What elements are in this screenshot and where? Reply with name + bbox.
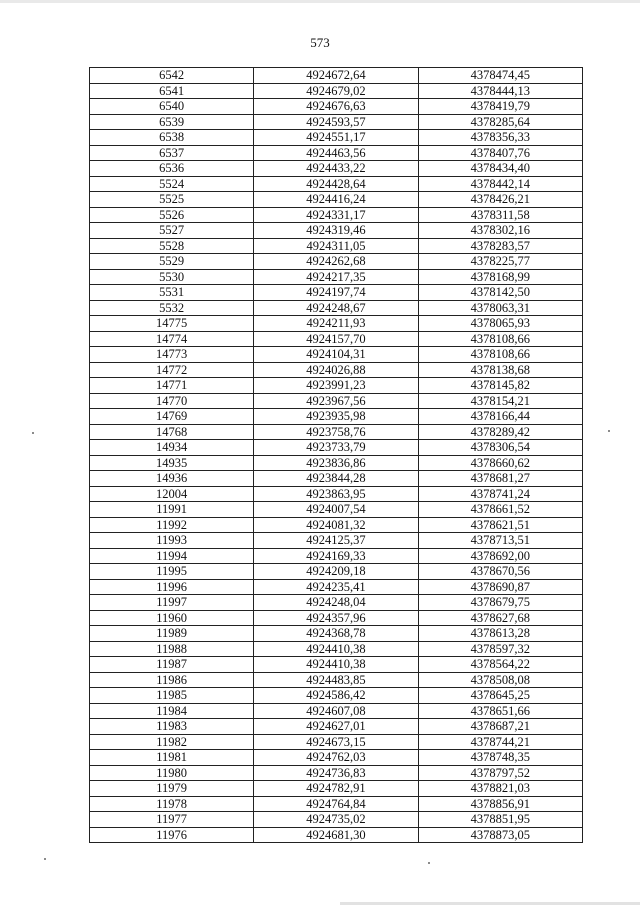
x-coordinate-cell: 4924551,17 — [254, 130, 418, 146]
table-row — [90, 114, 583, 130]
point-number-cell: 11989 — [90, 626, 254, 642]
point-number-cell: 14936 — [90, 471, 254, 487]
table-row — [90, 145, 583, 161]
point-number-cell: 5524 — [90, 176, 254, 192]
table-row — [90, 176, 583, 192]
point-number-cell: 6539 — [90, 114, 254, 130]
table-row — [90, 781, 583, 797]
table-row — [90, 657, 583, 673]
y-coordinate-cell: 4378311,58 — [418, 207, 582, 223]
point-number-cell: 11983 — [90, 719, 254, 735]
y-coordinate-cell: 4378627,68 — [418, 610, 582, 626]
x-coordinate-cell: 4924764,84 — [254, 796, 418, 812]
y-coordinate-cell: 4378474,45 — [418, 68, 582, 84]
y-coordinate-cell: 4378285,64 — [418, 114, 582, 130]
table-row — [90, 548, 583, 564]
y-coordinate-cell: 4378690,87 — [418, 579, 582, 595]
table-row — [90, 440, 583, 456]
point-number-cell: 11985 — [90, 688, 254, 704]
y-coordinate-cell: 4378145,82 — [418, 378, 582, 394]
x-coordinate-cell: 4924607,08 — [254, 703, 418, 719]
table-row — [90, 564, 583, 580]
y-coordinate-cell: 4378306,54 — [418, 440, 582, 456]
table-row — [90, 533, 583, 549]
point-number-cell: 14768 — [90, 424, 254, 440]
point-number-cell: 11991 — [90, 502, 254, 518]
point-number-cell: 14769 — [90, 409, 254, 425]
point-number-cell: 11993 — [90, 533, 254, 549]
y-coordinate-cell: 4378564,22 — [418, 657, 582, 673]
x-coordinate-cell: 4923863,95 — [254, 486, 418, 502]
table-row — [90, 130, 583, 146]
point-number-cell: 6542 — [90, 68, 254, 84]
point-number-cell: 5530 — [90, 269, 254, 285]
table-row — [90, 455, 583, 471]
point-number-cell: 14772 — [90, 362, 254, 378]
y-coordinate-cell: 4378687,21 — [418, 719, 582, 735]
x-coordinate-cell: 4923836,86 — [254, 455, 418, 471]
x-coordinate-cell: 4924311,05 — [254, 238, 418, 254]
point-number-cell: 5531 — [90, 285, 254, 301]
table-row — [90, 238, 583, 254]
point-number-cell: 11994 — [90, 548, 254, 564]
point-number-cell: 14771 — [90, 378, 254, 394]
table-row — [90, 765, 583, 781]
x-coordinate-cell: 4924673,15 — [254, 734, 418, 750]
table-row — [90, 378, 583, 394]
x-coordinate-cell: 4924235,41 — [254, 579, 418, 595]
point-number-cell: 6538 — [90, 130, 254, 146]
x-coordinate-cell: 4924410,38 — [254, 657, 418, 673]
point-number-cell: 11960 — [90, 610, 254, 626]
table-row — [90, 626, 583, 642]
y-coordinate-cell: 4378670,56 — [418, 564, 582, 580]
y-coordinate-cell: 4378681,27 — [418, 471, 582, 487]
point-number-cell: 11996 — [90, 579, 254, 595]
point-number-cell: 11978 — [90, 796, 254, 812]
point-number-cell: 6540 — [90, 99, 254, 115]
point-number-cell: 11997 — [90, 595, 254, 611]
y-coordinate-cell: 4378748,35 — [418, 750, 582, 766]
y-coordinate-cell: 4378741,24 — [418, 486, 582, 502]
y-coordinate-cell: 4378434,40 — [418, 161, 582, 177]
point-number-cell: 5526 — [90, 207, 254, 223]
x-coordinate-cell: 4923991,23 — [254, 378, 418, 394]
x-coordinate-cell: 4924676,63 — [254, 99, 418, 115]
point-number-cell: 5529 — [90, 254, 254, 270]
x-coordinate-cell: 4924248,04 — [254, 595, 418, 611]
x-coordinate-cell: 4924169,33 — [254, 548, 418, 564]
x-coordinate-cell: 4923844,28 — [254, 471, 418, 487]
y-coordinate-cell: 4378661,52 — [418, 502, 582, 518]
table-row — [90, 409, 583, 425]
y-coordinate-cell: 4378166,44 — [418, 409, 582, 425]
point-number-cell: 11982 — [90, 734, 254, 750]
table-row — [90, 688, 583, 704]
y-coordinate-cell: 4378302,16 — [418, 223, 582, 239]
point-number-cell: 14770 — [90, 393, 254, 409]
y-coordinate-cell: 4378419,79 — [418, 99, 582, 115]
x-coordinate-cell: 4923758,76 — [254, 424, 418, 440]
x-coordinate-cell: 4924679,02 — [254, 83, 418, 99]
table-row — [90, 207, 583, 223]
table-row — [90, 486, 583, 502]
table-row — [90, 161, 583, 177]
y-coordinate-cell: 4378713,51 — [418, 533, 582, 549]
x-coordinate-cell: 4924586,42 — [254, 688, 418, 704]
x-coordinate-cell: 4924368,78 — [254, 626, 418, 642]
table-row — [90, 300, 583, 316]
x-coordinate-cell: 4924410,38 — [254, 641, 418, 657]
y-coordinate-cell: 4378168,99 — [418, 269, 582, 285]
y-coordinate-cell: 4378225,77 — [418, 254, 582, 270]
x-coordinate-cell: 4924209,18 — [254, 564, 418, 580]
y-coordinate-cell: 4378444,13 — [418, 83, 582, 99]
y-coordinate-cell: 4378851,95 — [418, 812, 582, 828]
table-row — [90, 254, 583, 270]
table-row — [90, 331, 583, 347]
point-number-cell: 11976 — [90, 827, 254, 843]
x-coordinate-cell: 4924217,35 — [254, 269, 418, 285]
point-number-cell: 6537 — [90, 145, 254, 161]
x-coordinate-cell: 4924672,64 — [254, 68, 418, 84]
point-number-cell: 11988 — [90, 641, 254, 657]
point-number-cell: 5527 — [90, 223, 254, 239]
y-coordinate-cell: 4378856,91 — [418, 796, 582, 812]
coordinates-table-body — [90, 68, 583, 843]
table-row — [90, 347, 583, 363]
x-coordinate-cell: 4924211,93 — [254, 316, 418, 332]
x-coordinate-cell: 4924463,56 — [254, 145, 418, 161]
table-row — [90, 595, 583, 611]
x-coordinate-cell: 4924262,68 — [254, 254, 418, 270]
coordinates-table — [89, 67, 583, 843]
x-coordinate-cell: 4923935,98 — [254, 409, 418, 425]
point-number-cell: 12004 — [90, 486, 254, 502]
y-coordinate-cell: 4378797,52 — [418, 765, 582, 781]
table-row — [90, 579, 583, 595]
point-number-cell: 11987 — [90, 657, 254, 673]
x-coordinate-cell: 4924026,88 — [254, 362, 418, 378]
point-number-cell: 14934 — [90, 440, 254, 456]
y-coordinate-cell: 4378679,75 — [418, 595, 582, 611]
point-number-cell: 11980 — [90, 765, 254, 781]
table-row — [90, 68, 583, 84]
table-row — [90, 285, 583, 301]
y-coordinate-cell: 4378142,50 — [418, 285, 582, 301]
x-coordinate-cell: 4924104,31 — [254, 347, 418, 363]
point-number-cell: 5532 — [90, 300, 254, 316]
y-coordinate-cell: 4378660,62 — [418, 455, 582, 471]
x-coordinate-cell: 4924007,54 — [254, 502, 418, 518]
point-number-cell: 14774 — [90, 331, 254, 347]
table-row — [90, 703, 583, 719]
x-coordinate-cell: 4924782,91 — [254, 781, 418, 797]
y-coordinate-cell: 4378426,21 — [418, 192, 582, 208]
y-coordinate-cell: 4378645,25 — [418, 688, 582, 704]
x-coordinate-cell: 4924319,46 — [254, 223, 418, 239]
x-coordinate-cell: 4924762,03 — [254, 750, 418, 766]
table-row — [90, 393, 583, 409]
point-number-cell: 5525 — [90, 192, 254, 208]
scan-top-edge — [0, 0, 640, 3]
point-number-cell: 14775 — [90, 316, 254, 332]
point-number-cell: 11979 — [90, 781, 254, 797]
point-number-cell: 6536 — [90, 161, 254, 177]
x-coordinate-cell: 4924157,70 — [254, 331, 418, 347]
y-coordinate-cell: 4378065,93 — [418, 316, 582, 332]
table-row — [90, 424, 583, 440]
point-number-cell: 6541 — [90, 83, 254, 99]
x-coordinate-cell: 4924357,96 — [254, 610, 418, 626]
table-row — [90, 750, 583, 766]
y-coordinate-cell: 4378283,57 — [418, 238, 582, 254]
x-coordinate-cell: 4924428,64 — [254, 176, 418, 192]
y-coordinate-cell: 4378613,28 — [418, 626, 582, 642]
x-coordinate-cell: 4924331,17 — [254, 207, 418, 223]
table-row — [90, 316, 583, 332]
x-coordinate-cell: 4924416,24 — [254, 192, 418, 208]
page-number: 573 — [310, 35, 330, 50]
x-coordinate-cell: 4924081,32 — [254, 517, 418, 533]
y-coordinate-cell: 4378356,33 — [418, 130, 582, 146]
point-number-cell: 14773 — [90, 347, 254, 363]
table-row — [90, 362, 583, 378]
x-coordinate-cell: 4924681,30 — [254, 827, 418, 843]
x-coordinate-cell: 4923967,56 — [254, 393, 418, 409]
x-coordinate-cell: 4924736,83 — [254, 765, 418, 781]
y-coordinate-cell: 4378597,32 — [418, 641, 582, 657]
table-row — [90, 223, 583, 239]
y-coordinate-cell: 4378063,31 — [418, 300, 582, 316]
table-row — [90, 734, 583, 750]
x-coordinate-cell: 4924593,57 — [254, 114, 418, 130]
table-row — [90, 269, 583, 285]
y-coordinate-cell: 4378873,05 — [418, 827, 582, 843]
table-row — [90, 502, 583, 518]
x-coordinate-cell: 4924197,74 — [254, 285, 418, 301]
table-row — [90, 812, 583, 828]
table-row — [90, 827, 583, 843]
y-coordinate-cell: 4378108,66 — [418, 347, 582, 363]
point-number-cell: 14935 — [90, 455, 254, 471]
y-coordinate-cell: 4378508,08 — [418, 672, 582, 688]
y-coordinate-cell: 4378442,14 — [418, 176, 582, 192]
x-coordinate-cell: 4924125,37 — [254, 533, 418, 549]
table-row — [90, 610, 583, 626]
table-row — [90, 796, 583, 812]
x-coordinate-cell: 4924735,02 — [254, 812, 418, 828]
y-coordinate-cell: 4378108,66 — [418, 331, 582, 347]
x-coordinate-cell: 4924248,67 — [254, 300, 418, 316]
point-number-cell: 11981 — [90, 750, 254, 766]
y-coordinate-cell: 4378651,66 — [418, 703, 582, 719]
y-coordinate-cell: 4378692,00 — [418, 548, 582, 564]
scan-speck — [44, 858, 46, 860]
y-coordinate-cell: 4378138,68 — [418, 362, 582, 378]
x-coordinate-cell: 4923733,79 — [254, 440, 418, 456]
point-number-cell: 11986 — [90, 672, 254, 688]
table-row — [90, 471, 583, 487]
scan-speck — [608, 430, 610, 432]
point-number-cell: 11995 — [90, 564, 254, 580]
scan-speck — [32, 432, 34, 434]
y-coordinate-cell: 4378407,76 — [418, 145, 582, 161]
table-row — [90, 641, 583, 657]
x-coordinate-cell: 4924433,22 — [254, 161, 418, 177]
table-row — [90, 83, 583, 99]
y-coordinate-cell: 4378154,21 — [418, 393, 582, 409]
x-coordinate-cell: 4924627,01 — [254, 719, 418, 735]
scan-speck — [428, 862, 430, 864]
table-row — [90, 192, 583, 208]
table-row — [90, 719, 583, 735]
point-number-cell: 11977 — [90, 812, 254, 828]
table-row — [90, 99, 583, 115]
y-coordinate-cell: 4378289,42 — [418, 424, 582, 440]
table-row — [90, 672, 583, 688]
y-coordinate-cell: 4378744,21 — [418, 734, 582, 750]
point-number-cell: 11992 — [90, 517, 254, 533]
x-coordinate-cell: 4924483,85 — [254, 672, 418, 688]
point-number-cell: 5528 — [90, 238, 254, 254]
point-number-cell: 11984 — [90, 703, 254, 719]
table-row — [90, 517, 583, 533]
y-coordinate-cell: 4378821,03 — [418, 781, 582, 797]
y-coordinate-cell: 4378621,51 — [418, 517, 582, 533]
